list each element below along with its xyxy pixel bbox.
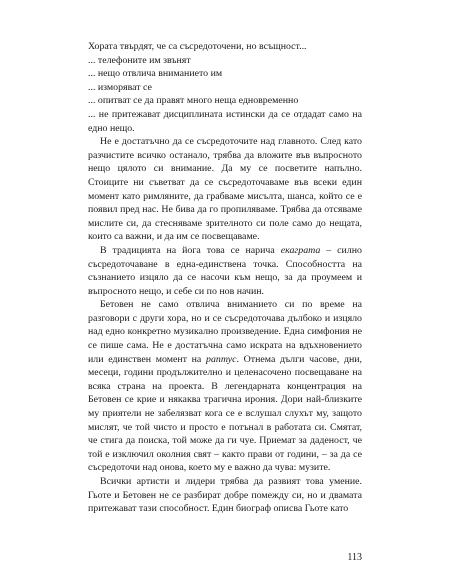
- list-item: ... изморяват се: [88, 81, 152, 93]
- list-item: ... не притежават дисциплината истински да се отдадат само на едно нещо.: [88, 108, 362, 134]
- paragraph-3: Бетовен не само отвлича вниманието си по време на разговори с други хора, но и се съсредоточава дълбоко и изцяло над едно конкретно музикално произведение. Една симфония не се пише сама. Не е достатъчна само искрата на вдъхновението или единствен момент на раптус. Отнема дълги часове, дни, месеци, години продължително и целенасочено посвещаване на всяка страна на проекта. В легендарната концентрация на Бетовен се крие и някаква трагична ирония. Дори най-близките му приятели не забелязват кога се е вслушал слухът му, защото мислят, че той чисто и просто е потънал в работата си. Смятат, че стига да поиска, той може да ги чуе. Приемат за даденост, че той е изключил околния свят – както прави от години, – за да се съсредоточи над онова, което му е важно да чува: музите.: [88, 299, 363, 474]
- page-number: 113: [347, 552, 362, 563]
- paragraph-4: Всички артисти и лидери трябва да развият това умение. Гьоте и Бетовен не се разбират добре помежду си, но и двамата притежават тази способност. Един биограф описва Гьоте като: [88, 476, 362, 515]
- list-item: ... телефоните им звънят: [88, 54, 191, 66]
- paragraph-1: Не е достатъчно да се съсредоточите над главното. След като разчистите всичко останало, трябва да вложите във въпросното нещо цялото си внимание. Да му се посветите напълно. Стоиците ни съветват да се съсредоточаваме във всеки един момент като римляните, да грабваме мисълта, шанса, който се е появил пред нас. Не бива да го пропиляваме. Трябва да отсяваме мислите си, да стесняваме зрителното си поле само до нещата, които са важни, и да им се посвещаваме.: [88, 136, 362, 243]
- body-text: [88, 40, 362, 516]
- list-item: ... опитват се да правят много неща едновременно: [88, 95, 299, 107]
- intro-line: Хората твърдят, че са съсредоточени, но всъщност...: [88, 41, 307, 52]
- italic-term: екаграта: [280, 244, 321, 256]
- list-item: ... нещо отвлича вниманието им: [88, 68, 223, 80]
- bullet-list: [88, 54, 362, 136]
- italic-term: раптус: [206, 353, 237, 365]
- paragraph-2: В традицията на йога това се нарича екаграта – силно съсредоточаване в една-единствена точка. Способността на съзнанието изцяло да се насочи към нещо, за да проумеем и въпросното нещо, и себе си по нов начин.: [88, 244, 362, 297]
